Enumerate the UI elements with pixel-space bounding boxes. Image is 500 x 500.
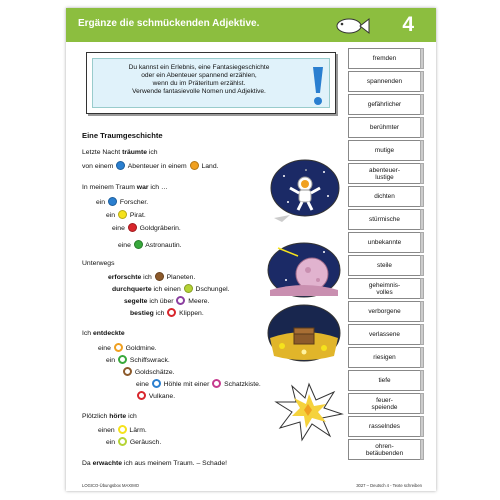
word-card[interactable]: stürmische (348, 209, 421, 230)
word-card-tab (420, 163, 424, 184)
word-card-tab (420, 140, 424, 161)
story-line: von einem Abenteuer in einem Land. (82, 163, 219, 170)
fish-icon (334, 17, 370, 35)
lime-ring-icon (118, 437, 127, 446)
orange-dot-icon (190, 161, 199, 170)
word-card[interactable]: abenteuer- lustige (348, 163, 421, 184)
story-line: bestieg ich Klippen. (130, 310, 204, 317)
word-card[interactable]: mutige (348, 140, 421, 161)
word-card-tab (420, 209, 424, 230)
word-card[interactable]: rasselndes (348, 416, 421, 437)
word-card-tab (420, 347, 424, 368)
footer-left: LOGICO-Übungsbox MAXIMO (82, 483, 140, 488)
astronaut-illustration (266, 158, 344, 222)
story-line: Da erwachte ich aus meinem Traum. – Schade! (82, 460, 228, 467)
word-card[interactable]: gefährlicher (348, 94, 421, 115)
story-line: eine Astronautin. (118, 242, 182, 249)
word-card-tab (420, 301, 424, 322)
word-card-tab (420, 186, 424, 207)
word-card-tab (420, 278, 424, 299)
word-card[interactable]: geheimnis- volles (348, 278, 421, 299)
word-card-tab (420, 94, 424, 115)
blue-dot-icon (108, 197, 117, 206)
word-card[interactable]: dichten (348, 186, 421, 207)
worksheet-page (66, 8, 436, 491)
green-ring-icon (118, 355, 127, 364)
explosion-illustration (272, 380, 346, 442)
green-dot-icon (134, 240, 143, 249)
footer-right: 3027 – Deutsch 4 - Texte schreiben (356, 483, 422, 488)
story-line: In meinem Traum war ich … (82, 184, 168, 191)
story-line: Unterwegs (82, 260, 115, 267)
word-card-tab (420, 370, 424, 391)
story-line: ein Geräusch. (106, 439, 162, 446)
orange-ring-icon (114, 343, 123, 352)
blue-ring-icon (152, 379, 161, 388)
word-card[interactable]: berühmter (348, 117, 421, 138)
word-card[interactable]: verlassene (348, 324, 421, 345)
blue-dot-icon (116, 161, 125, 170)
yellow-ring-icon (118, 425, 127, 434)
word-card-tab (420, 71, 424, 92)
planet-illustration (264, 240, 344, 300)
word-card-tab (420, 393, 424, 414)
story-line: Goldschätze. (122, 367, 175, 376)
story-line: eine Goldmine. (98, 345, 157, 352)
story-line: Letzte Nacht träumte ich (82, 149, 158, 156)
red-dot-icon (128, 223, 137, 232)
story-line: Vulkane. (136, 391, 175, 400)
lime-dot-icon (184, 284, 193, 293)
word-card-tab (420, 117, 424, 138)
word-card-tab (420, 48, 424, 69)
story-line: eine Goldgräberin. (112, 225, 181, 232)
red-ring-icon (167, 308, 176, 317)
word-card[interactable]: riesigen (348, 347, 421, 368)
word-card-tab (420, 416, 424, 437)
story-title: Eine Traumgeschichte (82, 131, 163, 140)
red-ring-icon (137, 391, 146, 400)
word-card[interactable]: ohren- betäubenden (348, 439, 421, 460)
word-card-tab (420, 324, 424, 345)
brown-dot-icon (155, 272, 164, 281)
story-line: Ich entdeckte (82, 330, 125, 337)
story-line: ein Schiffswrack. (106, 357, 170, 364)
word-card[interactable]: spannenden (348, 71, 421, 92)
story-line: einen Lärm. (98, 427, 147, 434)
intro-line: wenn du im Präteritum erzählst. (152, 80, 246, 87)
story-line: ein Forscher. (96, 199, 149, 206)
intro-line: oder ein Abenteuer spannend erzählen, (141, 72, 257, 79)
treasure-illustration (264, 302, 344, 364)
word-card-tab (420, 232, 424, 253)
word-card[interactable]: steile (348, 255, 421, 276)
story-line: segelte ich über Meere. (124, 298, 210, 305)
word-card[interactable]: unbekannte (348, 232, 421, 253)
story-line: erforschte ich Planeten. (108, 274, 196, 281)
story-line: durchquerte ich einen Dschungel. (112, 286, 230, 293)
story-line: eine Höhle mit einer Schatzkiste. (136, 381, 261, 388)
page-number: 4 (402, 13, 414, 36)
story-line: Plötzlich hörte ich (82, 413, 137, 420)
word-card-tab (420, 255, 424, 276)
intro-box (86, 52, 336, 114)
intro-line: Verwende fantasievolle Nomen und Adjektive. (132, 88, 266, 95)
page-title: Ergänze die schmückenden Adjektive. (78, 18, 260, 29)
story-line: ein Pirat. (106, 212, 146, 219)
purple-ring-icon (176, 296, 185, 305)
brown-ring-icon (123, 367, 132, 376)
word-card[interactable]: tiefe (348, 370, 421, 391)
exclamation-icon (308, 65, 328, 107)
word-card-tab (420, 439, 424, 460)
intro-line: Du kannst ein Erlebnis, eine Fantasiegeschichte (128, 64, 270, 71)
word-card[interactable]: verborgene (348, 301, 421, 322)
header-banner (66, 8, 436, 42)
word-card[interactable]: fremden (348, 48, 421, 69)
magenta-ring-icon (212, 379, 221, 388)
word-card[interactable]: feuer- speiende (348, 393, 421, 414)
yellow-dot-icon (118, 210, 127, 219)
